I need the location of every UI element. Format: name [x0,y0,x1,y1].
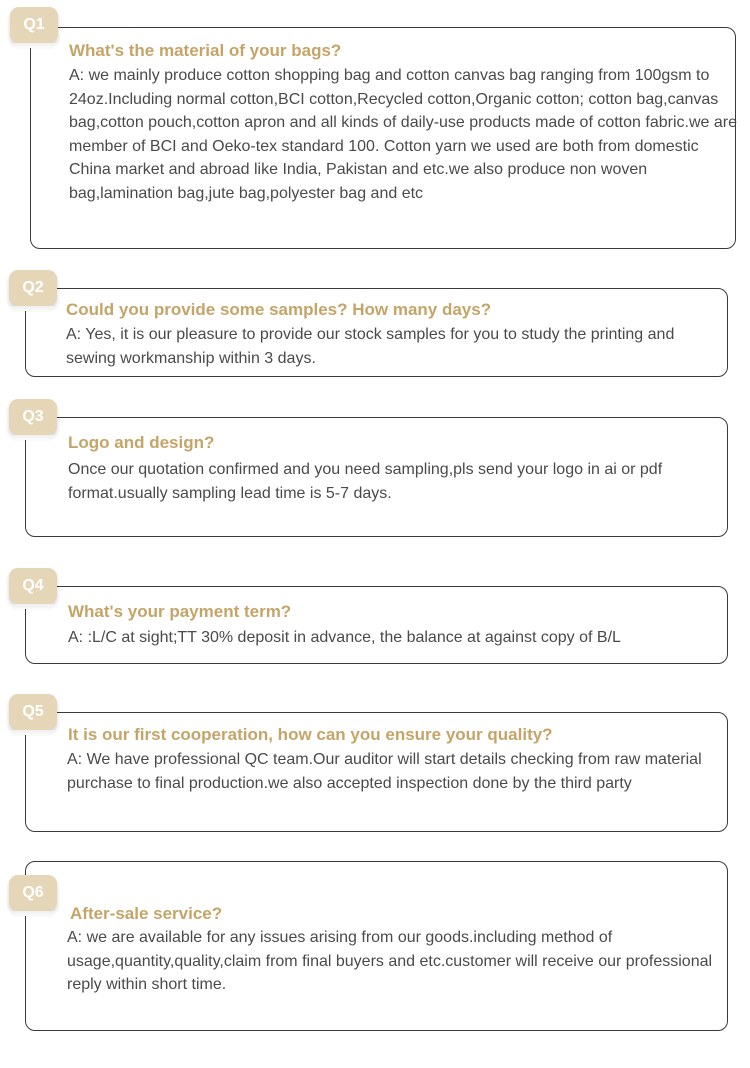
faq-question-q6: After-sale service? [70,904,223,923]
faq-badge-q4: Q4 [9,568,57,604]
faq-question-q4: What's your payment term? [68,602,292,621]
faq-answer-q1: A: we mainly produce cotton shopping bag and cotton canvas bag ranging from 100gsm to 24oz.Including normal cotton,BCI cotton,Recycled cotton,Organic cotton; cotton bag,canvas bag,cotton pouch,cotton apron and all kinds of daily-use products made of cotton fabric.we are member of BCI and Oeko-tex standard 100. Cotton yarn we used are both from domestic China market and abroad like India, Pakistan and etc.we also produce non woven bag,lamination bag,jute bag,polyester bag and etc [69,67,737,202]
faq-answer-q4: A: :L/C at sight;TT 30% deposit in advance, the balance at against copy of B/L [68,629,621,646]
faq-badge-q1: Q1 [10,7,58,43]
faq-card-q4 [25,586,728,664]
faq-badge-q2: Q2 [9,270,57,306]
faq-answer-q5: A: We have professional QC team.Our auditor will start details checking from raw material purchase to final production.we also accepted inspection done by the third party [67,751,702,792]
faq-question-q5: It is our first cooperation, how can you ensure your quality? [68,725,553,744]
faq-answer-q3: Once our quotation confirmed and you need sampling,pls send your logo in ai or pdf format.usually sampling lead time is 5-7 days. [68,461,663,502]
faq-answer-q6: A: we are available for any issues arising from our goods.including method of usage,quantity,quality,claim from final buyers and etc.customer will receive our professional reply within short time. [67,929,713,993]
faq-question-q3: Logo and design? [68,433,215,452]
faq-answer-q2: A: Yes, it is our pleasure to provide our stock samples for you to study the printing and sewing workmanship within 3 days. [66,326,675,367]
faq-badge-q5: Q5 [9,694,57,730]
faq-question-q1: What's the material of your bags? [69,41,342,60]
faq-badge-q3: Q3 [9,399,57,435]
faq-badge-q6: Q6 [9,875,57,911]
faq-question-q2: Could you provide some samples? How many days? [66,300,492,319]
